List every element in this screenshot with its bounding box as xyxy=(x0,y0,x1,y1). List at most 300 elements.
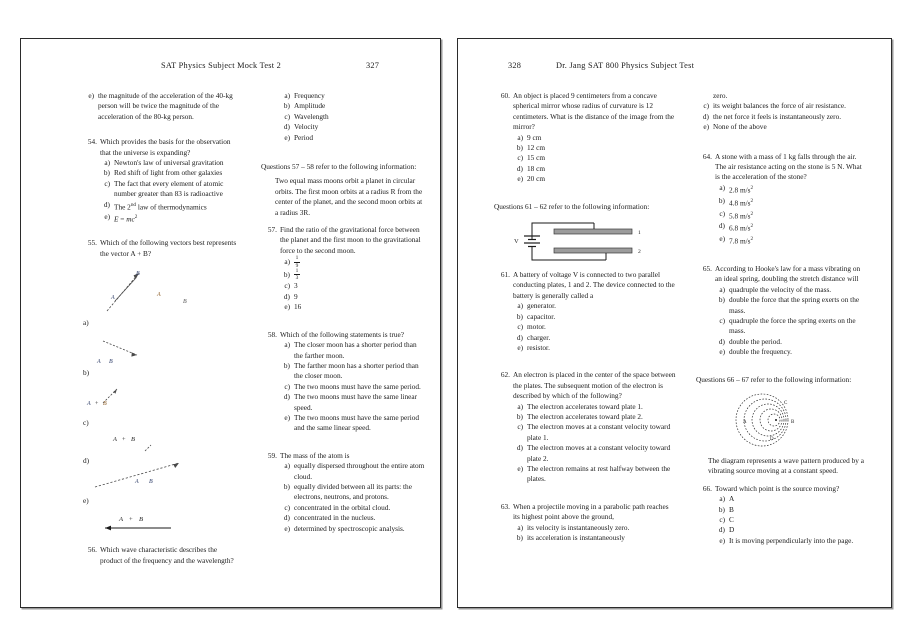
question-55 xyxy=(81,238,239,537)
option-text: Amplitude xyxy=(294,101,326,111)
spacer xyxy=(261,321,426,330)
fraction-numerator: 1 xyxy=(295,255,299,262)
option-label: b) xyxy=(718,195,725,205)
option-text: zero. xyxy=(713,91,728,100)
option-text: A xyxy=(729,494,735,504)
fraction xyxy=(294,256,300,269)
option-text: double the frequency. xyxy=(729,347,792,357)
question-number: 59. xyxy=(267,450,277,460)
question-64 xyxy=(696,152,868,247)
capacitor-circuit-svg xyxy=(494,216,676,264)
list-item xyxy=(277,133,426,143)
option-text: the net force it feels is instantaneously zero. xyxy=(713,111,842,121)
wavefront-1 xyxy=(768,414,780,426)
option-text: D xyxy=(729,525,735,535)
wavefront-3 xyxy=(752,404,784,436)
option-text: its weight balances the force of air resistance. xyxy=(713,101,846,111)
option-label: a) xyxy=(719,182,725,192)
list-item xyxy=(712,285,868,295)
list-item xyxy=(277,524,426,534)
option-label: c) xyxy=(284,381,290,391)
list-item xyxy=(510,533,676,543)
option-label: c) xyxy=(284,502,290,512)
option-label: e) xyxy=(284,523,290,533)
option-label: b) xyxy=(283,360,290,370)
option-text: 7.8 $m/s^2$ xyxy=(729,236,754,246)
options-list xyxy=(277,461,426,534)
spacer xyxy=(696,255,868,264)
wave-point-label-a: A xyxy=(743,420,747,426)
spacer xyxy=(494,493,676,502)
list-item xyxy=(712,295,868,316)
option-label: d) xyxy=(283,392,290,402)
option-label: d) xyxy=(283,122,290,132)
question-58 xyxy=(261,330,426,434)
list-item xyxy=(277,513,426,523)
list-item xyxy=(712,221,868,234)
question-number: 66. xyxy=(702,483,712,493)
passage-body-5758: Two equal mass moons orbit a planet in circular orbits. The first moon orbits at a radius R from the center of the planet, and the second moon orbits at a radius 3R. xyxy=(275,176,423,217)
option-text: $E = mc^2$ xyxy=(114,214,138,224)
question-number: 56. xyxy=(87,545,97,555)
option-label: d) xyxy=(718,221,725,231)
question-text: Find the ratio of the gravitational force between the planet and the first moon to the gravitational force to the second moon. xyxy=(280,225,421,255)
fraction-numerator: 1 xyxy=(295,267,299,274)
option-label: d) xyxy=(103,199,110,209)
list-item xyxy=(510,164,676,174)
option-label: a) xyxy=(517,301,523,311)
vector-label-e2: B xyxy=(149,479,153,486)
q63-options-continued xyxy=(696,101,868,132)
option-text: 4.8 $m/s^2$ xyxy=(729,197,754,208)
list-item xyxy=(277,122,426,132)
list-item xyxy=(712,494,868,504)
passage-heading-6667: Questions 66 – 67 refer to the following information: xyxy=(696,374,852,384)
option-label: a) xyxy=(719,284,725,294)
vector-label-b2: B xyxy=(109,359,113,366)
question-text: An electron is placed in the center of the space between the plates. The subsequent motion of the electron is described by which of the following? xyxy=(513,370,676,401)
list-item xyxy=(97,158,239,168)
list-item xyxy=(277,112,426,122)
option-text: capacitor. xyxy=(527,311,556,321)
wave-point-label-c: C xyxy=(784,401,788,407)
q56-options-list xyxy=(277,91,426,143)
vector-label-a3: A xyxy=(157,292,161,299)
option-label: c) xyxy=(517,153,523,163)
option-text: the magnitude of the acceleration of the 40-kg person will be twice the magnitude of the acceleration of the 80-kg person. xyxy=(98,91,233,121)
option-text: double the force that the spring exerts on the mass. xyxy=(729,295,860,315)
spacer xyxy=(696,366,868,375)
list-item xyxy=(277,101,426,111)
options-list xyxy=(510,301,676,353)
capacitor-plate-2 xyxy=(554,248,632,253)
option-label: b) xyxy=(516,143,523,153)
list-item xyxy=(510,301,676,311)
option-label: c) xyxy=(719,316,725,326)
option-text: None of the above xyxy=(713,122,767,132)
option-label: c) xyxy=(104,178,110,188)
option-text: resistor. xyxy=(527,342,550,352)
option-label: d) xyxy=(283,291,290,301)
option-label: b) xyxy=(516,311,523,321)
question-text: Toward which point is the source moving? xyxy=(715,483,840,493)
doppler-wave-figure xyxy=(696,389,868,451)
wave-source-point xyxy=(775,419,777,421)
list-item xyxy=(712,196,868,209)
vector-options-de-svg xyxy=(81,453,239,511)
list-item xyxy=(510,333,676,343)
question-60 xyxy=(494,91,676,185)
option-text: quadruple the force the spring exerts on the mass. xyxy=(729,316,856,336)
q63-continuation xyxy=(696,91,868,101)
list-item xyxy=(277,392,426,413)
option-label-spacer xyxy=(696,91,713,101)
question-61 xyxy=(494,270,676,353)
option-text: It is moving perpendicularly into the page. xyxy=(729,535,854,545)
question-number: 60. xyxy=(500,91,510,100)
option-label: c) xyxy=(719,208,725,218)
list-item xyxy=(277,361,426,382)
option-label: d) xyxy=(516,332,523,342)
question-text: When a projectile moving in a parabolic path reaches its highest point above the ground, xyxy=(513,501,669,522)
option-text: double the period. xyxy=(729,336,782,346)
option-text: 18 cm xyxy=(527,163,546,173)
question-text: According to Hooke's law for a mass vibrating on an ideal spring, doubling the stretch distance will xyxy=(715,263,861,284)
question-number: 57. xyxy=(267,225,277,235)
list-item xyxy=(510,523,676,533)
vector-option-c-label: c) xyxy=(83,418,89,428)
option-label: e) xyxy=(104,212,110,222)
vector-label-sum-plus: + xyxy=(129,516,133,524)
list-item xyxy=(277,256,426,269)
option-text: 6.8 $m/s^2$ xyxy=(729,223,754,233)
option-label: a) xyxy=(284,91,290,100)
list-item xyxy=(510,402,676,412)
list-item xyxy=(97,179,239,200)
option-label: a) xyxy=(517,522,523,532)
spacer xyxy=(81,128,239,137)
question-54 xyxy=(81,137,239,225)
options-list xyxy=(510,523,676,544)
list-item xyxy=(510,133,676,143)
option-text: equally divided between all its parts: the electrons, neutrons, and protons. xyxy=(294,481,412,502)
option-text: generator. xyxy=(527,301,556,311)
list-item xyxy=(510,174,676,184)
options-list xyxy=(97,158,239,225)
question-59 xyxy=(261,451,426,534)
plate-1-label: 1 xyxy=(638,230,641,237)
option-text: Red shift of light from other galaxies xyxy=(114,168,223,178)
list-item xyxy=(696,122,868,132)
vector-options-de xyxy=(81,453,239,511)
option-text: 5.8 $m/s^2$ xyxy=(729,210,754,220)
option-label: c) xyxy=(719,515,725,525)
list-item xyxy=(510,153,676,163)
option-text xyxy=(294,269,426,282)
option-text: C xyxy=(729,515,734,525)
option-text: The closer moon has a shorter period than the farther moon. xyxy=(294,340,417,360)
left-column-1 xyxy=(81,91,239,599)
option-text: its acceleration is instantaneously xyxy=(527,533,625,542)
option-text: The fact that every element of atomic number greater than 83 is radioactive xyxy=(114,178,224,199)
vector-option-b-label: b) xyxy=(83,368,90,378)
option-text: 16 xyxy=(294,302,302,312)
option-label: a) xyxy=(284,257,290,267)
list-item xyxy=(712,536,868,546)
option-text: Newton's law of universal gravitation xyxy=(114,158,224,168)
option-label: c) xyxy=(517,322,523,332)
option-label: b) xyxy=(103,168,110,178)
question-number: 58. xyxy=(267,329,277,339)
list-item xyxy=(712,525,868,535)
option-text: The electron moves at a constant velocity toward plate 1. xyxy=(527,422,671,442)
list-item xyxy=(277,269,426,282)
option-text: determined by spectroscopic analysis. xyxy=(294,523,405,533)
option-text: 15 cm xyxy=(527,153,546,163)
vector-resultant-figure xyxy=(81,511,239,537)
question-text: The mass of the atom is xyxy=(280,450,350,460)
spacer xyxy=(494,361,676,370)
question-63 xyxy=(494,502,676,544)
battery-voltage-label: V xyxy=(514,238,519,246)
options-list xyxy=(277,256,426,312)
list-item xyxy=(277,281,426,291)
option-text: 20 cm xyxy=(527,174,546,184)
wavefront-2 xyxy=(760,409,782,431)
page-left xyxy=(20,38,441,608)
right-column-1 xyxy=(494,91,676,599)
vector-label-sum-b: B xyxy=(139,516,144,524)
vector-label-sum-a: A xyxy=(119,516,124,524)
list-item xyxy=(277,482,426,503)
list-item xyxy=(97,200,239,213)
list-item xyxy=(277,461,426,482)
option-text: Wavelength xyxy=(294,111,329,121)
list-item xyxy=(277,302,426,312)
option-label: a) xyxy=(104,158,110,168)
list-item xyxy=(696,112,868,122)
option-label: e) xyxy=(517,463,523,473)
question-56 xyxy=(81,545,239,566)
option-label: e) xyxy=(719,347,725,357)
vector-label-c1: A xyxy=(87,401,91,408)
option-label: b) xyxy=(516,411,523,421)
vector-label-a2: B xyxy=(136,271,140,278)
list-item xyxy=(712,316,868,337)
option-text: motor. xyxy=(527,322,546,332)
doppler-wave-svg xyxy=(696,389,868,451)
option-label: e) xyxy=(719,535,725,545)
spacer xyxy=(261,153,426,162)
list-item xyxy=(712,347,868,357)
vector-option-a-figure xyxy=(107,273,139,311)
capacitor-circuit-figure xyxy=(494,216,676,264)
list-item xyxy=(510,312,676,322)
question-text: Which of the following statements is true? xyxy=(280,329,405,339)
option-text xyxy=(294,256,426,269)
option-text: charger. xyxy=(527,332,551,342)
vector-option-e-label: e) xyxy=(83,496,89,506)
right-page-header-title: Dr. Jang SAT 800 Physics Subject Test xyxy=(556,61,695,70)
vector-resultant-svg xyxy=(81,511,239,537)
option-label: c) xyxy=(517,422,523,432)
option-text: 3 xyxy=(294,281,298,291)
question-text: A stone with a mass of 1 kg falls through the air. The air resistance acting on the stone is 5 N. What is the acceleration of the stone? xyxy=(715,151,862,182)
vector-label-a4: B xyxy=(183,299,187,306)
list-item xyxy=(277,91,426,101)
list-item xyxy=(277,292,426,302)
passage-heading-5758: Questions 57 – 58 refer to the following information: xyxy=(261,162,417,172)
question-57 xyxy=(261,225,426,313)
question-text: A battery of voltage V is connected to two parallel conducting plates, 1 and 2. The device connected to the battery is generally called a xyxy=(513,270,675,300)
option-text: The farther moon has a shorter period than the closer moon. xyxy=(294,360,419,381)
option-text: 9 cm xyxy=(527,132,542,142)
wave-point-label-d: D xyxy=(770,437,774,443)
list-item xyxy=(97,212,239,225)
vector-option-d-label: d) xyxy=(83,456,90,466)
option-label: e) xyxy=(719,234,725,244)
option-label: b) xyxy=(283,101,290,111)
question-number: 61. xyxy=(500,270,510,280)
fraction xyxy=(294,269,300,282)
question-number: 63. xyxy=(500,501,510,511)
option-label: e) xyxy=(517,174,523,184)
spacer xyxy=(696,143,868,152)
question-62 xyxy=(494,370,676,484)
passage-heading-6162: Questions 61 – 62 refer to the following information: xyxy=(494,201,650,211)
wave-point-label-b: B xyxy=(791,420,795,426)
option-text: The two moons must have the same period and the same linear speed. xyxy=(294,412,420,433)
option-label: c) xyxy=(703,101,709,111)
option-text: The electron accelerates toward plate 2. xyxy=(527,411,643,421)
spacer xyxy=(261,442,426,451)
question-number: 64. xyxy=(702,151,712,161)
vector-options-svg xyxy=(81,263,239,453)
option-text: 2.8 $m/s^2$ xyxy=(729,184,754,195)
vector-label-e1: A xyxy=(135,479,139,486)
list-item xyxy=(510,143,676,153)
option-label: b) xyxy=(283,481,290,491)
option-label: a) xyxy=(284,340,290,350)
option-text: B xyxy=(729,504,734,514)
right-page-columns xyxy=(458,91,891,599)
option-label: d) xyxy=(283,513,290,523)
option-label: d) xyxy=(702,111,709,121)
option-text: The electron remains at rest halfway between the plates. xyxy=(527,463,671,484)
options-list xyxy=(712,494,868,546)
list-item xyxy=(510,464,676,485)
list-item xyxy=(277,340,426,361)
option-text: concentrated in the orbital cloud. xyxy=(294,502,391,512)
list-item xyxy=(712,209,868,222)
question-text: Which provides the basis for the observation that the universe is expanding? xyxy=(100,137,231,157)
question-text: Which wave characteristic describes the product of the frequency and the wavelength? xyxy=(100,545,234,565)
vector-label-d1: A xyxy=(113,436,117,444)
list-item xyxy=(712,337,868,347)
right-page-number: 328 xyxy=(508,61,522,70)
option-text: its velocity is instantaneously zero. xyxy=(527,522,630,532)
option-text: The electron moves at a constant velocity toward plate 2. xyxy=(527,443,671,463)
capacitor-plate-1 xyxy=(554,229,632,234)
spacer xyxy=(494,193,676,202)
option-label: e) xyxy=(517,342,523,352)
question-text: An object is placed 9 centimeters from a concave spherical mirror whose radius of curvature is 12 centimeters. What is the distance of the image from the mirror? xyxy=(513,91,675,132)
fraction-denominator: 9 xyxy=(295,262,299,269)
list-item xyxy=(712,505,868,515)
left-page-columns xyxy=(21,91,440,599)
left-page-number: 327 xyxy=(366,61,380,70)
vector-label-b1: A xyxy=(97,359,101,366)
option-label: e) xyxy=(284,412,290,422)
list-item xyxy=(81,91,239,122)
option-text: The electron accelerates toward plate 1. xyxy=(527,401,643,411)
options-list xyxy=(510,133,676,185)
option-label: d) xyxy=(516,163,523,173)
list-item xyxy=(277,413,426,434)
vector-label-d-plus: + xyxy=(122,436,126,444)
option-label: c) xyxy=(284,281,290,291)
option-label: a) xyxy=(284,461,290,471)
question-66 xyxy=(696,484,868,546)
option-text: equally dispersed throughout the entire atom cloud. xyxy=(294,461,425,481)
list-item xyxy=(696,101,868,111)
option-text: The 2nd law of thermodynamics xyxy=(114,201,207,212)
figure-caption-6667: The diagram represents a wave pattern produced by a vibrating source moving at a constant speed. xyxy=(708,456,865,476)
option-text: The two moons must have the same linear speed. xyxy=(294,392,418,412)
option-label: e) xyxy=(284,132,290,142)
list-item xyxy=(510,443,676,464)
options-list xyxy=(510,402,676,485)
option-text: Velocity xyxy=(294,122,319,132)
option-label: b) xyxy=(718,295,725,305)
option-label: e) xyxy=(703,122,709,132)
option-label: d) xyxy=(718,336,725,346)
question-text: Which of the following vectors best represents the vector A + B? xyxy=(100,238,237,258)
plate-2-label: 2 xyxy=(638,249,641,256)
option-text: concentrated in the nucleus. xyxy=(294,513,376,523)
question-number: 54. xyxy=(87,137,97,147)
vector-label-a1: A xyxy=(111,295,115,302)
vector-option-b-figure xyxy=(103,341,137,357)
list-item xyxy=(510,322,676,332)
list-item xyxy=(712,515,868,525)
option-label: d) xyxy=(718,525,725,535)
option-text: 12 cm xyxy=(527,143,546,153)
right-column-2 xyxy=(696,91,868,599)
question-65 xyxy=(696,264,868,358)
question-number: 62. xyxy=(500,370,510,380)
option-label: b) xyxy=(283,269,290,279)
list-item xyxy=(510,422,676,443)
vector-option-d-figure xyxy=(145,445,151,451)
left-page-header-title: SAT Physics Subject Mock Test 2 xyxy=(161,61,282,70)
list-item xyxy=(97,168,239,178)
vector-diagram-group xyxy=(81,263,239,453)
option-label: c) xyxy=(284,111,290,121)
vector-label-c2: B xyxy=(103,401,107,408)
left-column-2 xyxy=(261,91,426,599)
vector-label-d2: B xyxy=(131,436,135,444)
option-label: b) xyxy=(718,504,725,514)
option-text: The two moons must have the same period. xyxy=(294,381,421,391)
option-text: Frequency xyxy=(294,91,325,100)
vector-option-a-label: a) xyxy=(83,318,89,328)
option-text: quadruple the velocity of the mass. xyxy=(729,284,832,294)
list-item xyxy=(712,234,868,247)
option-label: a) xyxy=(517,132,523,142)
vector-label-c-plus: + xyxy=(95,401,99,408)
list-item xyxy=(510,343,676,353)
